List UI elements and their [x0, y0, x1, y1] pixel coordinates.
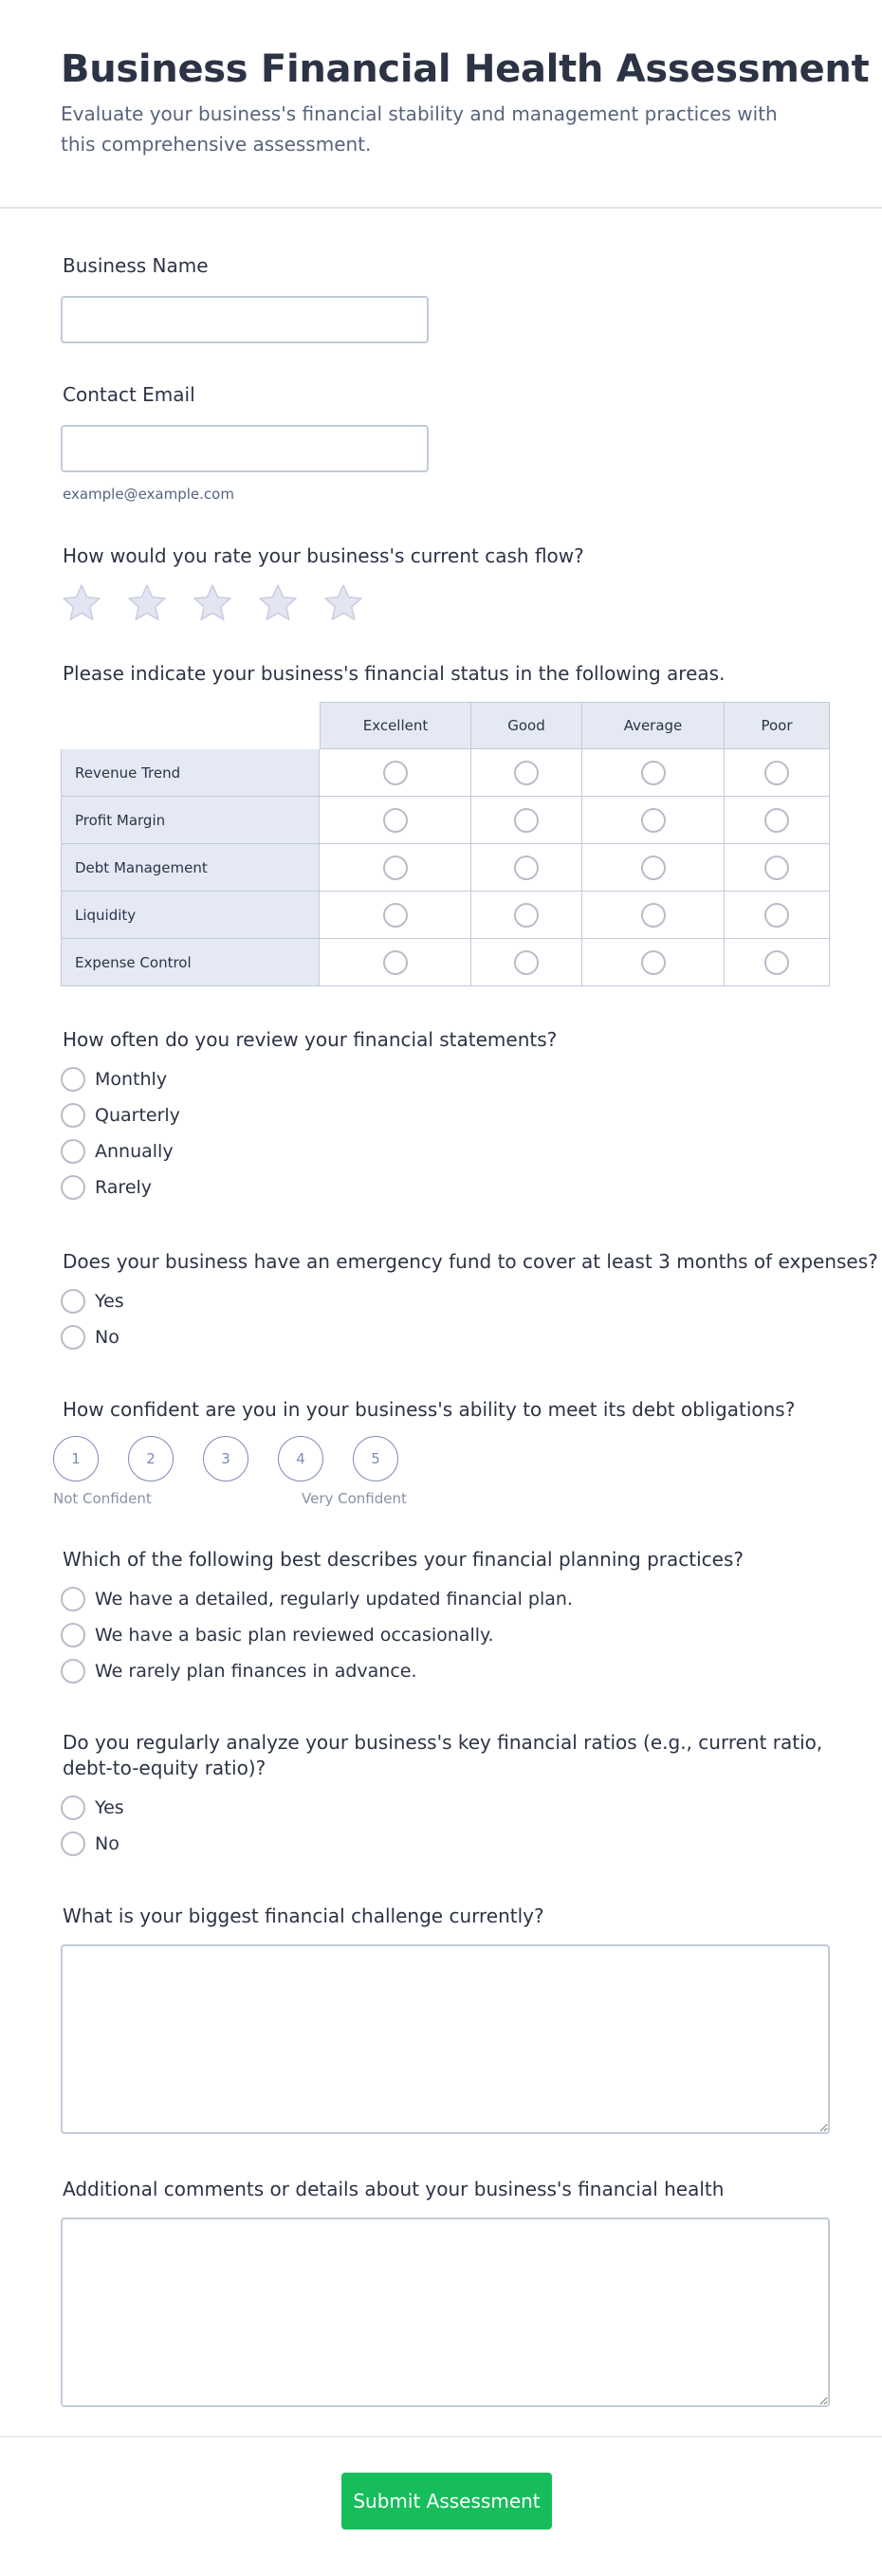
matrix-radio[interactable] [641, 856, 666, 880]
review-frequency-radio[interactable] [61, 1175, 85, 1200]
contact-email-hint: example@example.com [63, 486, 234, 503]
emergency-fund-option-label: Yes [95, 1291, 124, 1312]
review-frequency-option-label: Annually [95, 1141, 174, 1162]
planning-radio[interactable] [61, 1659, 85, 1684]
planning-option-label: We rarely plan finances in advance. [95, 1661, 417, 1682]
emergency-fund-option[interactable] [61, 1324, 119, 1351]
matrix-row [61, 797, 830, 844]
contact-email-label: Contact Email [63, 383, 195, 406]
matrix-radio[interactable] [383, 950, 408, 975]
matrix-cell [471, 749, 582, 797]
matrix-radio[interactable] [764, 903, 789, 928]
ratios-radio[interactable] [61, 1795, 85, 1820]
matrix-cell [725, 749, 830, 797]
matrix-radio[interactable] [764, 761, 789, 785]
star-4[interactable] [257, 582, 299, 624]
cash-flow-label: How would you rate your business's current cash flow? [63, 544, 584, 567]
matrix-cell [320, 892, 471, 939]
matrix-cell [582, 797, 725, 844]
matrix-column-header: Good [471, 702, 582, 749]
scale-low-caption: Not Confident [53, 1490, 152, 1507]
matrix-column-header: Excellent [320, 702, 471, 749]
matrix-cell [320, 749, 471, 797]
comments-label: Additional comments or details about your business's financial health [63, 2178, 725, 2200]
contact-email-input[interactable] [61, 425, 429, 472]
review-frequency-option[interactable] [61, 1102, 180, 1129]
review-frequency-option-label: Monthly [95, 1069, 168, 1090]
challenge-label: What is your biggest financial challenge currently? [63, 1904, 544, 1927]
review-frequency-option[interactable] [61, 1138, 174, 1165]
ratios-option-label: No [95, 1833, 119, 1854]
ratios-option[interactable] [61, 1794, 124, 1821]
scale-high-caption: Very Confident [302, 1490, 407, 1507]
matrix-cell [725, 892, 830, 939]
matrix-row [61, 749, 830, 797]
star-2[interactable] [126, 582, 168, 624]
matrix-label: Please indicate your business's financial status in the following areas. [63, 662, 726, 685]
planning-option[interactable] [61, 1586, 573, 1612]
matrix-radio[interactable] [641, 761, 666, 785]
matrix-row [61, 939, 830, 986]
challenge-textarea[interactable] [61, 1944, 830, 2134]
planning-option-label: We have a basic plan reviewed occasionally. [95, 1625, 494, 1646]
matrix-cell [320, 939, 471, 986]
review-frequency-radio[interactable] [61, 1103, 85, 1128]
matrix-cell [725, 939, 830, 986]
matrix-radio[interactable] [764, 856, 789, 880]
matrix-row [61, 892, 830, 939]
matrix-radio[interactable] [764, 808, 789, 833]
ratios-radio[interactable] [61, 1831, 85, 1856]
star-icon [257, 582, 299, 624]
matrix-row-label: Profit Margin [61, 797, 320, 844]
business-name-input[interactable] [61, 296, 429, 343]
review-frequency-option-label: Rarely [95, 1177, 153, 1198]
scale-option-4[interactable]: 4 [278, 1436, 323, 1481]
review-frequency-option-label: Quarterly [95, 1105, 180, 1126]
matrix-radio[interactable] [383, 808, 408, 833]
form-header [0, 0, 882, 209]
scale-option-5[interactable]: 5 [353, 1436, 398, 1481]
matrix-radio[interactable] [641, 808, 666, 833]
matrix-row [61, 844, 830, 892]
matrix-cell [471, 939, 582, 986]
matrix-radio[interactable] [383, 903, 408, 928]
form-subtitle: Evaluate your business's financial stability and management practices with this comprehensive assessment. [61, 102, 778, 156]
matrix-radio[interactable] [514, 761, 539, 785]
scale-option-3[interactable]: 3 [203, 1436, 248, 1481]
scale-option-1[interactable]: 1 [53, 1436, 99, 1481]
matrix-radio[interactable] [641, 903, 666, 928]
star-icon [126, 582, 168, 624]
matrix-corner [61, 702, 320, 749]
ratios-option[interactable] [61, 1831, 119, 1857]
matrix-column-header: Poor [725, 702, 830, 749]
matrix-radio[interactable] [514, 856, 539, 880]
scale-option-2[interactable]: 2 [128, 1436, 174, 1481]
planning-option[interactable] [61, 1658, 417, 1684]
financial-status-matrix [61, 702, 830, 986]
review-frequency-label: How often do you review your financial statements? [63, 1028, 558, 1051]
matrix-row-label: Liquidity [61, 892, 320, 939]
star-icon [61, 582, 102, 624]
planning-radio[interactable] [61, 1623, 85, 1647]
matrix-radio[interactable] [383, 761, 408, 785]
matrix-cell [582, 939, 725, 986]
emergency-fund-radio[interactable] [61, 1289, 85, 1314]
emergency-fund-label: Does your business have an emergency fund to cover at least 3 months of expenses? [63, 1250, 878, 1273]
matrix-cell [725, 844, 830, 892]
matrix-cell [471, 844, 582, 892]
matrix-cell [320, 844, 471, 892]
planning-radio[interactable] [61, 1587, 85, 1611]
form-title: Business Financial Health Assessment [61, 47, 870, 91]
matrix-radio[interactable] [514, 903, 539, 928]
matrix-radio[interactable] [383, 856, 408, 880]
review-frequency-radio[interactable] [61, 1067, 85, 1092]
submit-button[interactable]: Submit Assessment [341, 2473, 552, 2530]
planning-label: Which of the following best describes your financial planning practices? [63, 1548, 744, 1571]
business-name-label: Business Name [63, 254, 209, 277]
ratios-label: Do you regularly analyze your business's key financial ratios (e.g., current ratio, debt-to-equity ratio)? [63, 1731, 823, 1779]
matrix-row-label: Debt Management [61, 844, 320, 892]
emergency-fund-option-label: No [95, 1327, 119, 1348]
star-5[interactable] [322, 582, 364, 624]
matrix-radio[interactable] [514, 808, 539, 833]
matrix-row-label: Revenue Trend [61, 749, 320, 797]
matrix-cell [582, 892, 725, 939]
matrix-radio[interactable] [641, 950, 666, 975]
matrix-cell [582, 844, 725, 892]
matrix-radio[interactable] [764, 950, 789, 975]
planning-option[interactable] [61, 1622, 494, 1648]
matrix-cell [471, 797, 582, 844]
matrix-cell [582, 749, 725, 797]
debt-confidence-label: How confident are you in your business's ability to meet its debt obligations? [63, 1398, 796, 1421]
star-icon [322, 582, 364, 624]
matrix-row-label: Expense Control [61, 939, 320, 986]
star-icon [192, 582, 233, 624]
emergency-fund-option[interactable] [61, 1288, 124, 1315]
star-3[interactable] [192, 582, 233, 624]
review-frequency-option[interactable] [61, 1066, 167, 1093]
matrix-cell [725, 797, 830, 844]
ratios-option-label: Yes [95, 1797, 124, 1818]
review-frequency-option[interactable] [61, 1174, 152, 1201]
comments-textarea[interactable] [61, 2217, 830, 2407]
review-frequency-radio[interactable] [61, 1139, 85, 1164]
matrix-column-header: Average [582, 702, 725, 749]
emergency-fund-radio[interactable] [61, 1325, 85, 1350]
matrix-cell [471, 892, 582, 939]
star-1[interactable] [61, 582, 102, 624]
planning-option-label: We have a detailed, regularly updated financial plan. [95, 1589, 573, 1610]
matrix-cell [320, 797, 471, 844]
matrix-radio[interactable] [514, 950, 539, 975]
